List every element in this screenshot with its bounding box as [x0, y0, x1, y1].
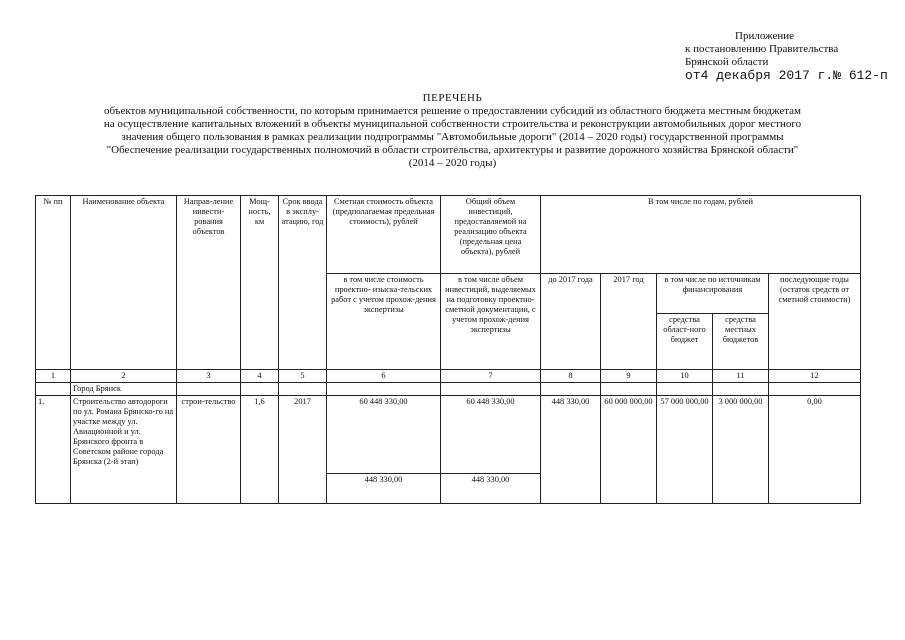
- table-header-row: [36, 196, 861, 274]
- header-direction: Направ-ление инвести-рования объектов: [177, 196, 241, 370]
- row-investment: 60 448 330,00: [441, 396, 541, 474]
- column-number: 10: [657, 370, 713, 383]
- title-line: объектов муниципальной собственности, по которым принимается решение о предоставлении субсидий из областного бюджета местным бюджетам: [103, 105, 802, 117]
- column-number: 1: [36, 370, 71, 383]
- header-cost-sub: в том числе стоимость проектно- изыска-тельских работ с учетом прохож-дения экспертизы: [327, 274, 441, 370]
- title-line: значения общего пользования в рамках реализации подпрограммы "Автомобильные дороги" (2014 – 2020 годы) государственной программы: [121, 131, 784, 143]
- column-number: 4: [241, 370, 279, 383]
- column-number: 3: [177, 370, 241, 383]
- title-heading: ПЕРЕЧЕНЬ: [422, 92, 483, 104]
- row-power: 1,6: [241, 396, 279, 504]
- column-number: 8: [541, 370, 601, 383]
- column-number-row: [36, 370, 861, 383]
- column-number: 2: [71, 370, 177, 383]
- row-term: 2017: [279, 396, 327, 504]
- column-number: 5: [279, 370, 327, 383]
- row-direction: строи-тельство: [177, 396, 241, 504]
- header-before-2017: до 2017 года: [541, 274, 601, 370]
- header-investment: Общий объем инвестиций, предоставляемой на реализацию объекта (предельная цена объекта), рублей: [441, 196, 541, 274]
- row-2017: 60 000 000,00: [601, 396, 657, 504]
- header-local: средства местных бюджетов: [713, 314, 769, 370]
- header-cost: Сметная стоимость объекта (предполагаемая предельная стоимость), рублей: [327, 196, 441, 274]
- city-row: [36, 383, 861, 396]
- header-next-years: последующие годы (остаток средств от сметной стоимости): [769, 274, 861, 370]
- row-cost-sub: 448 330,00: [327, 474, 441, 504]
- title-line: "Обеспечение реализации государственных полномочий в области строительства, архитектуры и развитие дорожного хозяйства Брянской области": [106, 144, 799, 156]
- header-2017: 2017 год: [601, 274, 657, 370]
- appendix-line: Приложение: [735, 30, 795, 42]
- title-line: на осуществление капитальных вложений в объекты муниципальной собственности строительства и реконструкции автомобильных дорог местного: [103, 118, 802, 130]
- header-name: Наименование объекта: [71, 196, 177, 370]
- column-number: 9: [601, 370, 657, 383]
- row-name: Строительство автодороги по ул. Романа Брянско-го на участке между ул. Авиационной и ул. Брянского фронта в Советском районе города Брянска (2-й этап): [71, 396, 177, 504]
- header-by-years: В том числе по годам, рублей: [541, 196, 861, 274]
- header-power: Мощ-ность, км: [241, 196, 279, 370]
- row-regional: 57 000 000,00: [657, 396, 713, 504]
- header-investment-sub: в том числе объем инвестиций, выделяемых на подготовку проектно-сметной документации, с учетом прохож-дения экспертизы: [441, 274, 541, 370]
- objects-table: [35, 195, 861, 504]
- appendix-date: от4 декабря 2017 г.№ 612-п: [685, 68, 888, 83]
- column-number: 11: [713, 370, 769, 383]
- appendix-line: к постановлению Правительства: [685, 43, 839, 55]
- header-term: Срок ввода в эксплу-атацию, год: [279, 196, 327, 370]
- table-row: [36, 396, 861, 474]
- document-title: [0, 92, 905, 170]
- header-num: № пп: [36, 196, 71, 370]
- row-local: 3 000 000,00: [713, 396, 769, 504]
- header-by-sources: в том числе по источникам финансирования: [657, 274, 769, 314]
- row-investment-sub: 448 330,00: [441, 474, 541, 504]
- column-number: 6: [327, 370, 441, 383]
- appendix-block: [685, 30, 888, 82]
- header-regional: средства област-ного бюджет: [657, 314, 713, 370]
- row-cost: 60 448 330,00: [327, 396, 441, 474]
- row-next-years: 0,00: [769, 396, 861, 504]
- column-number: 7: [441, 370, 541, 383]
- row-num: 1.: [36, 396, 71, 504]
- column-number: 12: [769, 370, 861, 383]
- row-before-2017: 448 330,00: [541, 396, 601, 504]
- appendix-line: Брянской области: [685, 56, 769, 68]
- title-line: (2014 – 2020 годы): [408, 157, 497, 169]
- city-name: Город Брянск: [71, 383, 177, 396]
